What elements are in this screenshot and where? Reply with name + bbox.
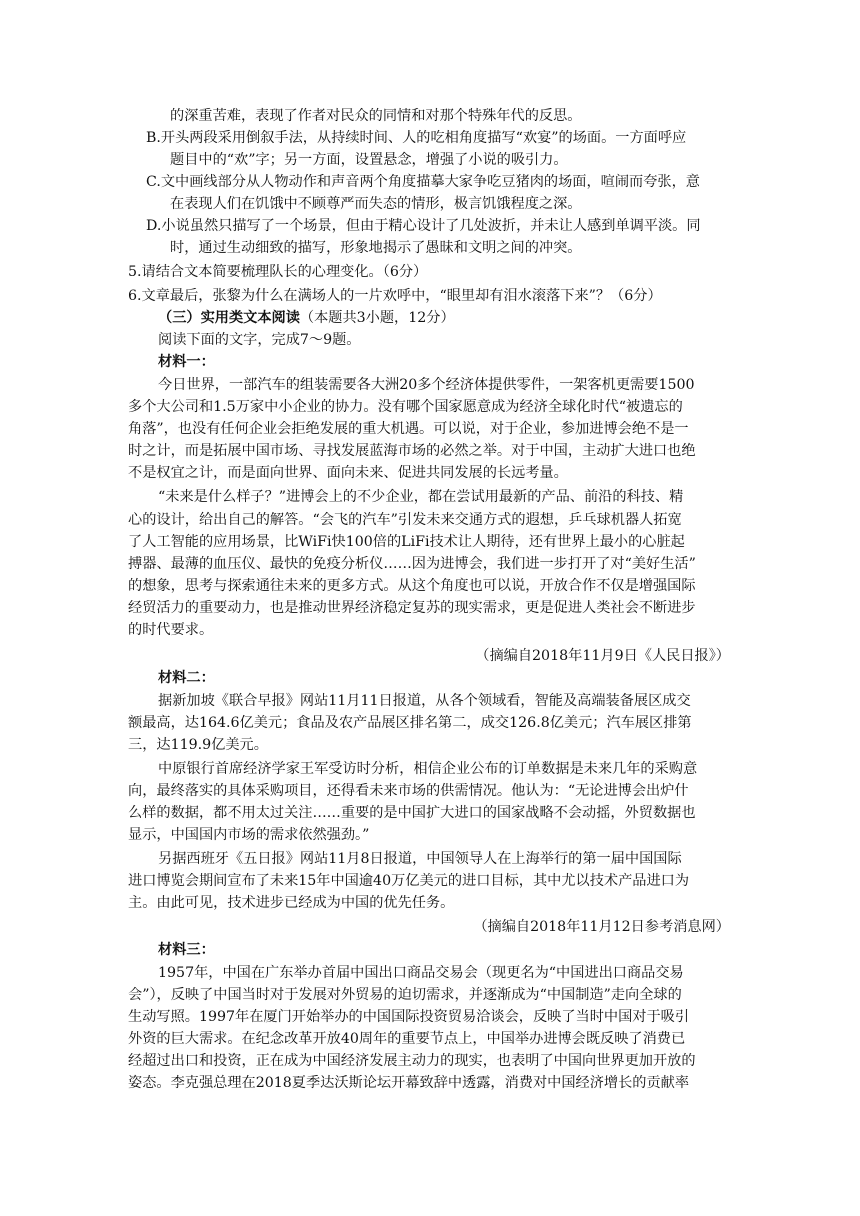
material1-heading: 材料一： xyxy=(158,354,215,370)
q4-option-c-line2: 在表现人们在饥饿中不顾尊严而失态的情形，极言饥饿程度之深。 xyxy=(170,196,582,212)
material2-source: （摘编自2018年11月12日参考消息网） xyxy=(473,919,730,935)
material1-source: （摘编自2018年11月9日《人民日报》） xyxy=(475,648,730,664)
material1-line: 心的设计，给出自己的解答。“会飞的汽车”引发未来交通方式的遐想，乒乓球机器人拓宽 xyxy=(128,512,682,528)
material1-line: 了人工智能的应用场景，比WiFi快100倍的LiFi技术让人期待，还有世界上最小的心脏起 xyxy=(128,534,685,550)
material3-heading: 材料三： xyxy=(158,942,215,958)
material1-line: 多个大公司和1.5万家中小企业的协力。没有哪个国家愿意成为经济全球化时代“被遗忘的 xyxy=(128,399,683,415)
material2-line: 三，达119.9亿美元。 xyxy=(128,737,268,753)
section-heading xyxy=(158,308,455,328)
material1-line: 的时代要求。 xyxy=(128,622,214,638)
material1-line: 搏器、最薄的血压仪、最快的免疫分析仪……因为进博会，我们进一步打开了对“美好生活” xyxy=(128,556,696,572)
material2-line: 额最高，达164.6亿美元；食品及农产品展区排名第二，成交126.8亿美元；汽车展区排第 xyxy=(128,715,692,731)
material3-line: 外资的巨大需求。在纪念改革开放40周年的重要节点上，中国举办进博会既反映了消费已 xyxy=(128,1031,686,1047)
material1-line: 今日世界，一部汽车的组装需要各大洲20多个经济体提供零件，一架客机更需要1500 xyxy=(158,377,695,393)
material2-heading: 材料二： xyxy=(158,670,215,686)
material2-line: 中原银行首席经济学家王军受访时分析，相信企业公布的订单数据是未来几年的采购意 xyxy=(158,761,698,777)
material2-line: 据新加坡《联合早报》网站11月11日报道，从各个领域看，智能及高端装备展区成交 xyxy=(158,693,691,709)
question-5: 5.请结合文本简要梳理队长的心理变化。（6分） xyxy=(128,264,428,280)
material2-line: 向，最终落实的具体采购项目，还得看未来市场的供需情况。他认为：“无论进博会出炉什 xyxy=(128,783,689,799)
q4-option-c-line1: C.文中画线部分从人物动作和声音两个角度描摹大家争吃豆猪肉的场面，喧闹而夸张，意 xyxy=(146,174,700,190)
section-note: （本题共3小题，12分） xyxy=(299,310,455,326)
material3-line: 会”），反映了中国当时对于发展对外贸易的迫切需求，并逐渐成为“中国制造”走向全球的 xyxy=(128,987,682,1003)
material3-line: 1957年，中国在广东举办首届中国出口商品交易会（现更名为“中国进出口商品交易 xyxy=(158,965,684,981)
material1-line: 时之计，而是拓展中国市场、寻找发展蓝海市场的必然之举。对于中国，主动扩大进口也绝 xyxy=(128,443,696,459)
material1-line: “未来是什么样子？”进博会上的不少企业，都在尝试用最新的产品、前沿的科技、精 xyxy=(158,489,684,505)
material1-line: 角落”，也没有任何企业会拒绝发展的重大机遇。可以说，对于企业，参加进博会绝不是一 xyxy=(128,421,689,437)
material1-line: 不是权宜之计，而是面向世界、面向未来、促进共同发展的长远考量。 xyxy=(128,465,568,481)
material2-line: 进口博览会期间宣布了未来15年中国逾40万亿美元的进口目标，其中尤以技术产品进口为 xyxy=(128,873,690,889)
material2-line: 显示，中国国内市场的需求依然强劲。” xyxy=(128,827,370,843)
material3-line: 经超过出口和投资，正在成为中国经济发展主动力的现实，也表明了中国向世界更加开放的 xyxy=(128,1053,696,1069)
material1-line: 的想象，思考与探索通往未来的更多方式。从这个角度也可以说，开放合作不仅是增强国际 xyxy=(128,578,696,594)
q4-option-b-line1: B.开头两段采用倒叙手法，从持续时间、人的吃相角度描写“欢宴”的场面。一方面呼应 xyxy=(146,130,687,146)
q4-option-a-continuation: 的深重苦难，表现了作者对民众的同情和对那个特殊年代的反思。 xyxy=(170,108,582,124)
question-6: 6.文章最后，张黎为什么在满场人的一片欢呼中，“眼里却有泪水滚落下来”？（6分） xyxy=(128,288,662,304)
material2-line: 另据西班牙《五日报》网站11月8日报道，中国领导人在上海举行的第一届中国国际 xyxy=(158,851,682,867)
q4-option-d-line2: 时，通过生动细致的描写，形象地揭示了愚昧和文明之间的冲突。 xyxy=(170,240,582,256)
material3-line: 姿态。李克强总理在2018夏季达沃斯论坛开幕致辞中透露，消费对中国经济增长的贡献率 xyxy=(128,1075,690,1091)
q4-option-b-line2: 题目中的“欢”字；另一方面，设置悬念，增强了小说的吸引力。 xyxy=(170,152,568,168)
material2-line: 主。由此可见，技术进步已经成为中国的优先任务。 xyxy=(128,895,455,911)
section-title: （三）实用类文本阅读 xyxy=(158,310,300,326)
material2-line: 么样的数据，都不用太过关注……重要的是中国扩大进口的国家战略不会动摇，外贸数据也 xyxy=(128,805,696,821)
material3-line: 生动写照。1997年在厦门开始举办的中国国际投资贸易洽谈会，反映了当时中国对于吸引 xyxy=(128,1009,690,1025)
material1-line: 经贸活力的重要动力，也是推动世界经济稳定复苏的现实需求，更是促进人类社会不断进步 xyxy=(128,600,696,616)
q4-option-d-line1: D.小说虽然只描写了一个场景，但由于精心设计了几处波折，并未让人感到单调平淡。同 xyxy=(146,218,701,234)
reading-instruction: 阅读下面的文字，完成7～9题。 xyxy=(158,332,361,348)
